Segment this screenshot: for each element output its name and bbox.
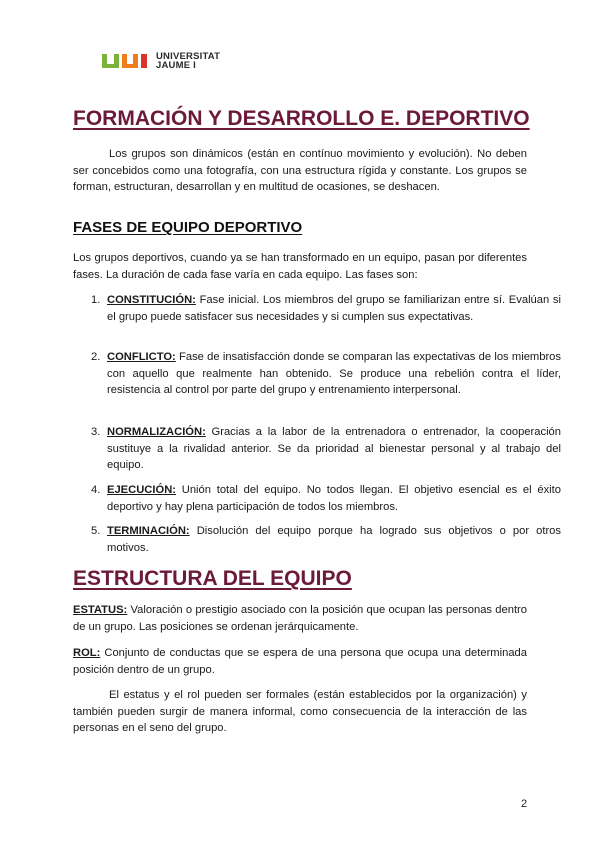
phase-term: TERMINACIÓN: xyxy=(107,525,190,537)
list-number: 1. xyxy=(91,294,101,306)
list-item xyxy=(73,424,561,474)
phase-term: EJECUCIÓN: xyxy=(107,484,176,496)
phase-text: Unión total del equipo. No todos llegan. El objetivo esencial es el éxito deportivo y hay plena participación de todos los miembros. xyxy=(107,484,561,513)
section-title-fases: FASES DE EQUIPO DEPORTIVO xyxy=(73,219,303,236)
estatus-term: ESTATUS: xyxy=(73,604,128,616)
phase-text: Fase inicial. Los miembros del grupo se familiarizan entre sí. Evalúan si el grupo puede satisfacer sus necesidades y si cumplen sus expectativas. xyxy=(107,294,561,323)
section-title-estructura: ESTRUCTURA DEL EQUIPO xyxy=(73,567,352,590)
list-item xyxy=(73,523,561,556)
closing-paragraph: El estatus y el rol pueden ser formales (están establecidos por la organización) y también pueden surgir de manera informal, como consecuencia de la interacción de las personas en el seno del grupo. xyxy=(73,689,527,734)
rol-paragraph xyxy=(73,645,527,678)
list-item xyxy=(73,482,561,515)
list-number: 3. xyxy=(91,426,101,438)
estatus-paragraph xyxy=(73,602,527,635)
logo-wordmark xyxy=(156,52,220,70)
fases-intro-paragraph: Los grupos deportivos, cuando ya se han transformado en un equipo, pasan por diferentes fases. La duración de cada fase varía en cada equipo. Las fases son: xyxy=(73,252,527,281)
rol-term: ROL: xyxy=(73,647,101,659)
list-number: 5. xyxy=(91,525,101,537)
phase-text: Fase de insatisfacción donde se comparan las expectativas de los miembros con aquello que realmente han obtenido. Se produce una rebelión contra el líder, resistencia al control por parte del grupo y entrenamiento interpersonal. xyxy=(107,351,561,396)
page-number: 2 xyxy=(521,798,528,810)
phase-term: CONSTITUCIÓN: xyxy=(107,294,196,306)
rol-text: Conjunto de conductas que se espera de una persona que ocupa una determinada posición dentro de un grupo. xyxy=(73,647,527,676)
list-number: 2. xyxy=(91,351,101,363)
section-title-formacion: FORMACIÓN Y DESARROLLO E. DEPORTIVO xyxy=(73,107,530,130)
phase-term: NORMALIZACIÓN: xyxy=(107,426,206,438)
list-item xyxy=(73,349,561,399)
estatus-text: Valoración o prestigio asociado con la posición que ocupan las personas dentro de un grupo. Las posiciones se ordenan jerárquicamente. xyxy=(73,604,527,633)
university-logo xyxy=(100,48,220,74)
list-item xyxy=(73,292,561,325)
phase-text: Disolución del equipo porque ha logrado sus objetivos o por otros motivos. xyxy=(107,525,561,554)
uji-logo-mark-icon xyxy=(100,51,152,71)
phase-term: CONFLICTO: xyxy=(107,351,176,363)
logo-line-1: UNIVERSITAT xyxy=(156,51,221,62)
phase-text: Gracias a la labor de la entrenadora o entrenador, la cooperación sustituye a la rivalidad anterior. Se da prioridad al bienestar personal y al trabajo del equipo. xyxy=(107,426,561,471)
logo-line-2: JAUME I xyxy=(156,60,196,71)
intro-paragraph: Los grupos son dinámicos (están en contínuo movimiento y evolución). No deben ser concebidos como una fotografía, con una estructura rígida y constante. Los grupos se forman, estructuran, desarrollan y en multitud de ocasiones, se deshacen. xyxy=(73,148,527,193)
list-number: 4. xyxy=(91,484,101,496)
